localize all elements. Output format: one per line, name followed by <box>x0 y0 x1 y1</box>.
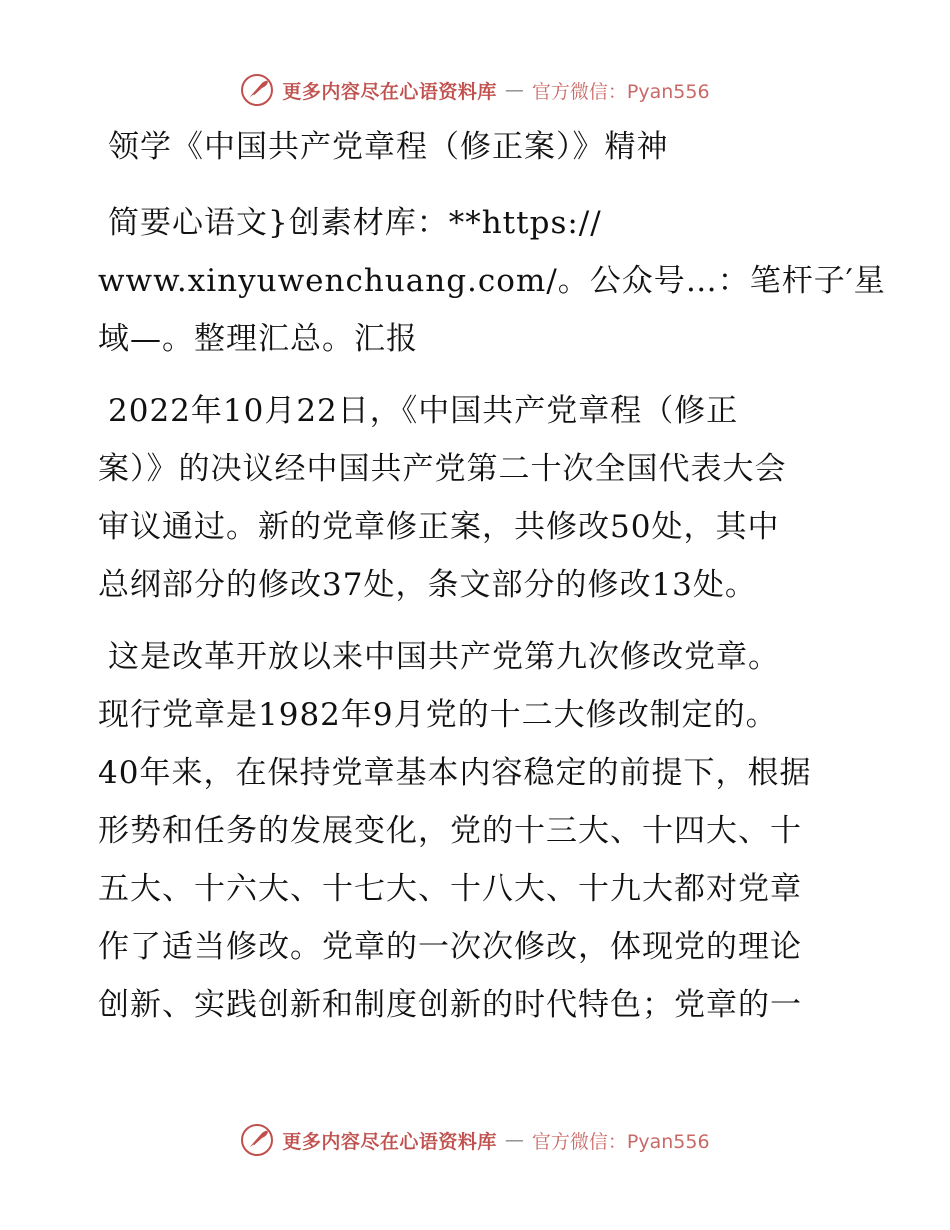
paragraph-line: 创新、实践创新和制度创新的时代特色；党章的一 <box>98 987 802 1023</box>
banner-dash: — <box>504 79 524 101</box>
paragraph-1 <box>98 382 868 614</box>
paragraph-line: 总纲部分的修改37处，条文部分的修改13处。 <box>98 567 757 603</box>
paragraph-2 <box>98 628 868 1034</box>
paragraph-line: 现行党章是1982年9月党的十二大修改制定的。 <box>98 697 778 733</box>
paragraph-line: 这是改革开放以来中国共产党第九次修改党章。 <box>108 639 780 675</box>
banner-wechat-text: 官方微信：Pyan556 <box>531 1130 710 1153</box>
source-paragraph <box>98 194 886 368</box>
title-text: 领学《中国共产党章程（修正案）》精神 <box>108 129 669 165</box>
paragraph-line: 案）》的决议经中国共产党第二十次全国代表大会 <box>98 451 787 487</box>
banner-dash: — <box>504 1129 524 1151</box>
banner-wechat-text: 官方微信：Pyan556 <box>531 80 710 103</box>
quill-pen-logo-icon <box>240 1123 274 1157</box>
quill-pen-logo-icon <box>240 73 274 107</box>
paragraph-line: 2022年10月22日，《中国共产党章程（修正 <box>108 393 739 429</box>
header-banner <box>0 70 950 110</box>
paragraph-line: 形势和任务的发展变化，党的十三大、十四大、十 <box>98 813 802 849</box>
source-line: 域—。整理汇总。汇报 <box>98 321 418 357</box>
document-title <box>108 118 878 176</box>
banner-brand-text: 更多内容尽在心语资料库 <box>282 80 497 103</box>
paragraph-line: 五大、十六大、十七大、十八大、十九大都对党章 <box>98 871 802 907</box>
source-line: www.xinyuwenchuang.com/。公众号…：笔杆子′星 <box>98 263 886 299</box>
paragraph-line: 审议通过。新的党章修正案，共修改50处，其中 <box>98 509 780 545</box>
banner-brand-text: 更多内容尽在心语资料库 <box>282 1130 497 1153</box>
source-line: 简要心语文}创素材库：**https:// <box>108 205 602 241</box>
paragraph-line: 作了适当修改。党章的一次次修改，体现党的理论 <box>98 929 802 965</box>
paragraph-line: 40年来，在保持党章基本内容稳定的前提下，根据 <box>98 755 812 791</box>
footer-banner <box>0 1120 950 1160</box>
